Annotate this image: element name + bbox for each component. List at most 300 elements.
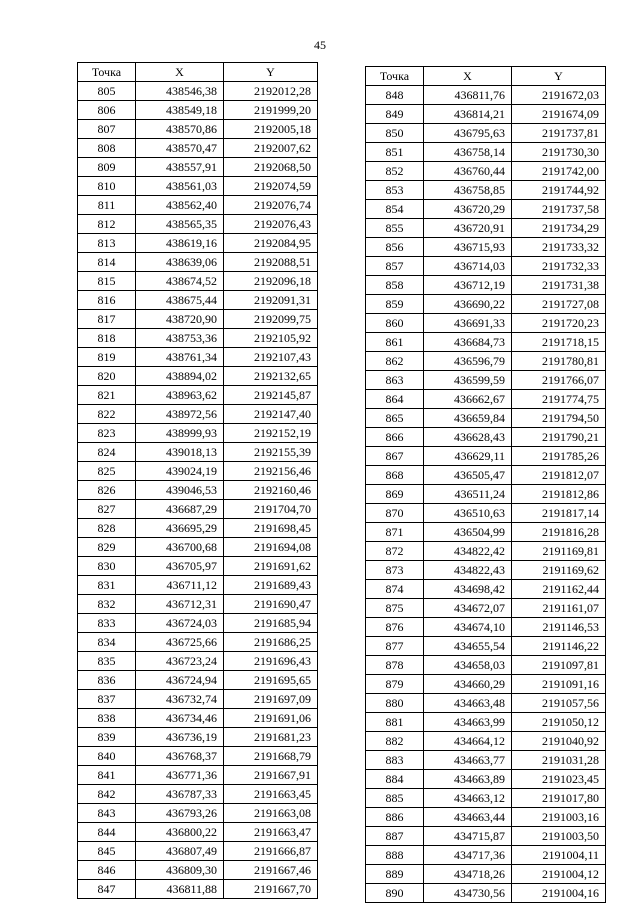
cell-point: 874 (366, 580, 424, 599)
cell-x: 438619,16 (136, 234, 224, 253)
column-header-point: Точка (78, 63, 136, 82)
cell-point: 824 (78, 443, 136, 462)
cell-point: 880 (366, 694, 424, 713)
cell-point: 811 (78, 196, 136, 215)
table-row (78, 158, 318, 177)
cell-x: 438894,02 (136, 367, 224, 386)
cell-x: 436725,66 (136, 633, 224, 652)
table-row (78, 633, 318, 652)
cell-x: 436715,93 (424, 238, 512, 257)
cell-x: 434663,44 (424, 808, 512, 827)
table-row (366, 656, 606, 675)
cell-y: 2192156,46 (224, 462, 318, 481)
cell-point: 860 (366, 314, 424, 333)
cell-point: 835 (78, 652, 136, 671)
table-row (366, 124, 606, 143)
cell-y: 2191774,75 (512, 390, 606, 409)
table-row (366, 238, 606, 257)
cell-point: 887 (366, 827, 424, 846)
cell-x: 436687,29 (136, 500, 224, 519)
cell-x: 436734,46 (136, 709, 224, 728)
table-row (366, 694, 606, 713)
cell-x: 438674,52 (136, 272, 224, 291)
cell-y: 2192147,40 (224, 405, 318, 424)
table-row (78, 804, 318, 823)
cell-x: 434672,07 (424, 599, 512, 618)
cell-y: 2191681,23 (224, 728, 318, 747)
cell-x: 438549,18 (136, 101, 224, 120)
cell-x: 436771,36 (136, 766, 224, 785)
table-row (78, 196, 318, 215)
cell-y: 2191161,07 (512, 599, 606, 618)
table-row (78, 842, 318, 861)
cell-point: 870 (366, 504, 424, 523)
table-row (366, 181, 606, 200)
cell-y: 2192012,28 (224, 82, 318, 101)
cell-point: 826 (78, 481, 136, 500)
cell-x: 434663,99 (424, 713, 512, 732)
cell-point: 844 (78, 823, 136, 842)
cell-point: 816 (78, 291, 136, 310)
cell-y: 2191663,08 (224, 804, 318, 823)
table-row (366, 428, 606, 447)
cell-y: 2191816,28 (512, 523, 606, 542)
table-row (78, 215, 318, 234)
cell-y: 2192132,65 (224, 367, 318, 386)
table-row (78, 519, 318, 538)
cell-x: 436511,24 (424, 485, 512, 504)
table-row (78, 538, 318, 557)
table-row (78, 462, 318, 481)
table-row (78, 101, 318, 120)
table-row (366, 390, 606, 409)
cell-y: 2191744,92 (512, 181, 606, 200)
cell-x: 436811,88 (136, 880, 224, 899)
cell-x: 434715,87 (424, 827, 512, 846)
cell-x: 436736,19 (136, 728, 224, 747)
cell-point: 827 (78, 500, 136, 519)
cell-x: 434663,77 (424, 751, 512, 770)
cell-point: 848 (366, 86, 424, 105)
cell-x: 438557,91 (136, 158, 224, 177)
coordinates-table-right (365, 66, 606, 903)
cell-y: 2191017,80 (512, 789, 606, 808)
cell-x: 436800,22 (136, 823, 224, 842)
cell-y: 2191672,03 (512, 86, 606, 105)
cell-y: 2191697,09 (224, 690, 318, 709)
cell-y: 2191794,50 (512, 409, 606, 428)
cell-y: 2191812,86 (512, 485, 606, 504)
cell-y: 2191698,45 (224, 519, 318, 538)
cell-point: 865 (366, 409, 424, 428)
cell-x: 436758,14 (424, 143, 512, 162)
table-row (78, 880, 318, 899)
cell-point: 814 (78, 253, 136, 272)
table-row (366, 466, 606, 485)
cell-x: 436628,43 (424, 428, 512, 447)
cell-y: 2191031,28 (512, 751, 606, 770)
cell-x: 438565,35 (136, 215, 224, 234)
cell-point: 809 (78, 158, 136, 177)
cell-x: 436629,11 (424, 447, 512, 466)
cell-y: 2191050,12 (512, 713, 606, 732)
cell-point: 863 (366, 371, 424, 390)
cell-y: 2191023,45 (512, 770, 606, 789)
cell-x: 438999,93 (136, 424, 224, 443)
table-row (78, 861, 318, 880)
table-row (366, 485, 606, 504)
cell-x: 434730,56 (424, 884, 512, 903)
cell-point: 871 (366, 523, 424, 542)
table-row (366, 675, 606, 694)
cell-y: 2191694,08 (224, 538, 318, 557)
cell-y: 2191691,06 (224, 709, 318, 728)
table-row (78, 690, 318, 709)
table-row (78, 614, 318, 633)
cell-y: 2192152,19 (224, 424, 318, 443)
cell-point: 815 (78, 272, 136, 291)
column-header-y: Y (512, 67, 606, 86)
cell-x: 436700,68 (136, 538, 224, 557)
cell-point: 853 (366, 181, 424, 200)
cell-x: 439018,13 (136, 443, 224, 462)
cell-point: 876 (366, 618, 424, 637)
cell-y: 2192096,18 (224, 272, 318, 291)
cell-y: 2191785,26 (512, 447, 606, 466)
cell-x: 434717,36 (424, 846, 512, 865)
cell-y: 2191666,87 (224, 842, 318, 861)
cell-point: 851 (366, 143, 424, 162)
cell-x: 438561,03 (136, 177, 224, 196)
cell-y: 2191004,16 (512, 884, 606, 903)
table-row (78, 272, 318, 291)
table-row (366, 219, 606, 238)
cell-y: 2191004,11 (512, 846, 606, 865)
cell-y: 2192160,46 (224, 481, 318, 500)
table-row (78, 386, 318, 405)
cell-y: 2191812,07 (512, 466, 606, 485)
cell-x: 438546,38 (136, 82, 224, 101)
table-row (366, 561, 606, 580)
cell-y: 2191668,79 (224, 747, 318, 766)
column-header-x: X (136, 63, 224, 82)
cell-point: 858 (366, 276, 424, 295)
cell-x: 436814,21 (424, 105, 512, 124)
table-row (78, 652, 318, 671)
cell-y: 2191667,46 (224, 861, 318, 880)
cell-x: 434655,54 (424, 637, 512, 656)
cell-point: 873 (366, 561, 424, 580)
cell-point: 839 (78, 728, 136, 747)
cell-x: 434718,26 (424, 865, 512, 884)
cell-point: 829 (78, 538, 136, 557)
cell-x: 436724,03 (136, 614, 224, 633)
table-row (78, 728, 318, 747)
cell-point: 856 (366, 238, 424, 257)
cell-x: 436809,30 (136, 861, 224, 880)
table-row (78, 671, 318, 690)
cell-y: 2192107,43 (224, 348, 318, 367)
cell-x: 434674,10 (424, 618, 512, 637)
cell-point: 843 (78, 804, 136, 823)
table-row (78, 82, 318, 101)
cell-point: 884 (366, 770, 424, 789)
table-row (78, 234, 318, 253)
cell-x: 434822,43 (424, 561, 512, 580)
cell-point: 864 (366, 390, 424, 409)
cell-x: 434664,12 (424, 732, 512, 751)
table-row (78, 785, 318, 804)
cell-point: 805 (78, 82, 136, 101)
table-row (78, 424, 318, 443)
cell-x: 436690,22 (424, 295, 512, 314)
table-row (366, 827, 606, 846)
cell-point: 861 (366, 333, 424, 352)
table-row (78, 120, 318, 139)
cell-x: 436684,73 (424, 333, 512, 352)
cell-x: 436695,29 (136, 519, 224, 538)
table-row (366, 751, 606, 770)
cell-y: 2191727,08 (512, 295, 606, 314)
cell-point: 820 (78, 367, 136, 386)
cell-y: 2191667,91 (224, 766, 318, 785)
cell-y: 2191685,94 (224, 614, 318, 633)
cell-point: 828 (78, 519, 136, 538)
cell-x: 436705,97 (136, 557, 224, 576)
cell-x: 436793,26 (136, 804, 224, 823)
cell-point: 838 (78, 709, 136, 728)
cell-y: 2192084,95 (224, 234, 318, 253)
cell-y: 2191734,29 (512, 219, 606, 238)
cell-y: 2192068,50 (224, 158, 318, 177)
cell-x: 436723,24 (136, 652, 224, 671)
cell-y: 2191790,21 (512, 428, 606, 447)
cell-x: 438753,36 (136, 329, 224, 348)
cell-x: 436787,33 (136, 785, 224, 804)
cell-point: 869 (366, 485, 424, 504)
cell-x: 434660,29 (424, 675, 512, 694)
cell-point: 808 (78, 139, 136, 158)
cell-point: 821 (78, 386, 136, 405)
cell-y: 2191737,58 (512, 200, 606, 219)
table-row (78, 557, 318, 576)
cell-y: 2191817,14 (512, 504, 606, 523)
cell-point: 855 (366, 219, 424, 238)
cell-y: 2191737,81 (512, 124, 606, 143)
cell-y: 2191667,70 (224, 880, 318, 899)
cell-x: 438972,56 (136, 405, 224, 424)
table-row (366, 865, 606, 884)
cell-point: 866 (366, 428, 424, 447)
table-row (78, 348, 318, 367)
cell-y: 2191731,38 (512, 276, 606, 295)
cell-x: 436510,63 (424, 504, 512, 523)
cell-point: 879 (366, 675, 424, 694)
cell-point: 836 (78, 671, 136, 690)
table-row (366, 86, 606, 105)
table-row (366, 352, 606, 371)
cell-point: 806 (78, 101, 136, 120)
cell-point: 850 (366, 124, 424, 143)
cell-point: 819 (78, 348, 136, 367)
cell-y: 2191004,12 (512, 865, 606, 884)
cell-x: 434658,03 (424, 656, 512, 675)
cell-point: 825 (78, 462, 136, 481)
cell-x: 436662,67 (424, 390, 512, 409)
cell-x: 438570,47 (136, 139, 224, 158)
cell-point: 889 (366, 865, 424, 884)
cell-y: 2191040,92 (512, 732, 606, 751)
cell-x: 436712,19 (424, 276, 512, 295)
cell-x: 436599,59 (424, 371, 512, 390)
header-row (78, 63, 318, 82)
cell-point: 867 (366, 447, 424, 466)
cell-point: 832 (78, 595, 136, 614)
cell-x: 436659,84 (424, 409, 512, 428)
cell-y: 2192076,43 (224, 215, 318, 234)
table-row (366, 846, 606, 865)
table-row (366, 770, 606, 789)
cell-y: 2192088,51 (224, 253, 318, 272)
table-row (366, 105, 606, 124)
cell-x: 436712,31 (136, 595, 224, 614)
cell-y: 2191704,70 (224, 500, 318, 519)
cell-point: 882 (366, 732, 424, 751)
coordinates-table-left (77, 62, 318, 899)
cell-point: 857 (366, 257, 424, 276)
cell-x: 436504,99 (424, 523, 512, 542)
table-row (78, 253, 318, 272)
table-row (366, 162, 606, 181)
cell-point: 883 (366, 751, 424, 770)
cell-x: 436811,76 (424, 86, 512, 105)
cell-point: 837 (78, 690, 136, 709)
table-row (366, 789, 606, 808)
cell-x: 438639,06 (136, 253, 224, 272)
cell-x: 434822,42 (424, 542, 512, 561)
cell-y: 2191732,33 (512, 257, 606, 276)
cell-point: 859 (366, 295, 424, 314)
cell-point: 849 (366, 105, 424, 124)
cell-y: 2191162,44 (512, 580, 606, 599)
table-row (78, 367, 318, 386)
cell-point: 868 (366, 466, 424, 485)
table-row (366, 599, 606, 618)
cell-x: 438570,86 (136, 120, 224, 139)
cell-point: 807 (78, 120, 136, 139)
table-row (366, 713, 606, 732)
cell-y: 2192105,92 (224, 329, 318, 348)
cell-y: 2192007,62 (224, 139, 318, 158)
cell-y: 2191146,53 (512, 618, 606, 637)
cell-point: 818 (78, 329, 136, 348)
cell-point: 890 (366, 884, 424, 903)
header-row (366, 67, 606, 86)
table-row (366, 580, 606, 599)
cell-point: 830 (78, 557, 136, 576)
cell-y: 2192074,59 (224, 177, 318, 196)
table-row (78, 291, 318, 310)
table-row (366, 314, 606, 333)
cell-x: 436720,91 (424, 219, 512, 238)
cell-x: 438761,34 (136, 348, 224, 367)
table-row (78, 405, 318, 424)
cell-y: 2191696,43 (224, 652, 318, 671)
cell-y: 2191720,23 (512, 314, 606, 333)
cell-point: 888 (366, 846, 424, 865)
table-row (78, 823, 318, 842)
cell-point: 834 (78, 633, 136, 652)
cell-x: 436711,12 (136, 576, 224, 595)
cell-y: 2191663,47 (224, 823, 318, 842)
table-row (366, 276, 606, 295)
cell-x: 434698,42 (424, 580, 512, 599)
table-row (78, 481, 318, 500)
cell-y: 2191003,16 (512, 808, 606, 827)
cell-x: 434663,89 (424, 770, 512, 789)
table-row (366, 257, 606, 276)
table-row (366, 542, 606, 561)
cell-point: 862 (366, 352, 424, 371)
cell-x: 434663,12 (424, 789, 512, 808)
cell-point: 847 (78, 880, 136, 899)
cell-point: 872 (366, 542, 424, 561)
cell-y: 2191674,09 (512, 105, 606, 124)
cell-point: 885 (366, 789, 424, 808)
cell-point: 854 (366, 200, 424, 219)
cell-y: 2191057,56 (512, 694, 606, 713)
cell-point: 886 (366, 808, 424, 827)
cell-y: 2192091,31 (224, 291, 318, 310)
table-row (78, 443, 318, 462)
cell-point: 812 (78, 215, 136, 234)
table-row (366, 295, 606, 314)
cell-point: 831 (78, 576, 136, 595)
table-row (366, 200, 606, 219)
cell-x: 436714,03 (424, 257, 512, 276)
table-row (78, 747, 318, 766)
cell-point: 852 (366, 162, 424, 181)
table-row (78, 310, 318, 329)
table-row (78, 595, 318, 614)
cell-y: 2191146,22 (512, 637, 606, 656)
cell-y: 2192005,18 (224, 120, 318, 139)
cell-x: 439024,19 (136, 462, 224, 481)
cell-x: 436795,63 (424, 124, 512, 143)
cell-x: 436807,49 (136, 842, 224, 861)
cell-point: 822 (78, 405, 136, 424)
table-row (78, 329, 318, 348)
table-row (78, 709, 318, 728)
cell-y: 2191663,45 (224, 785, 318, 804)
cell-y: 2191691,62 (224, 557, 318, 576)
cell-point: 841 (78, 766, 136, 785)
cell-y: 2191686,25 (224, 633, 318, 652)
cell-y: 2191718,15 (512, 333, 606, 352)
table-row (366, 808, 606, 827)
cell-x: 438720,90 (136, 310, 224, 329)
cell-x: 439046,53 (136, 481, 224, 500)
cell-y: 2192076,74 (224, 196, 318, 215)
table-row (78, 576, 318, 595)
cell-x: 436596,79 (424, 352, 512, 371)
cell-point: 881 (366, 713, 424, 732)
cell-x: 436720,29 (424, 200, 512, 219)
column-header-x: X (424, 67, 512, 86)
table-row (366, 884, 606, 903)
cell-x: 438675,44 (136, 291, 224, 310)
cell-point: 810 (78, 177, 136, 196)
